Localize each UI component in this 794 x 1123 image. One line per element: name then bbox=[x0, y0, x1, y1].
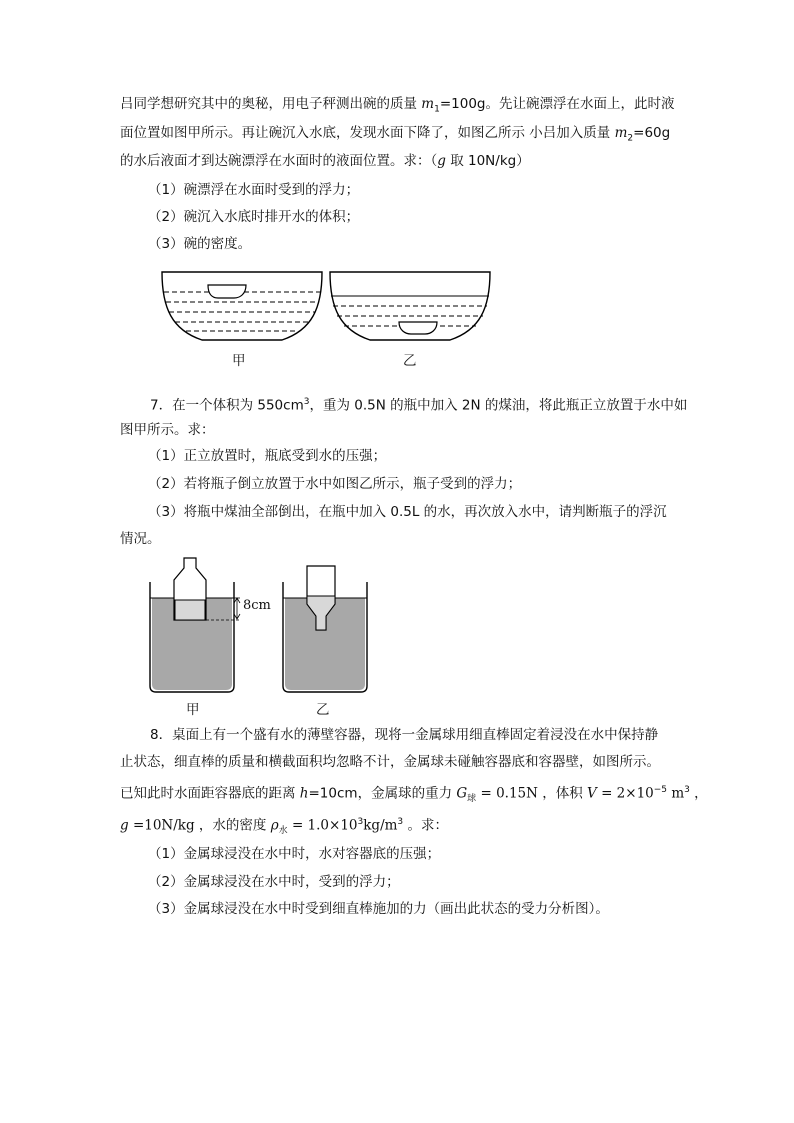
text: ，重为 0.5N 的瓶中加入 2N 的煤油，将此瓶正立放置于水中如 bbox=[309, 397, 688, 414]
bowl-container-a bbox=[162, 272, 322, 340]
caption-jia: 甲 bbox=[232, 353, 246, 369]
sub: 水 bbox=[278, 826, 288, 837]
text: kg/m bbox=[363, 817, 398, 834]
text: 。求： bbox=[403, 817, 448, 834]
p8-question-1: （1）金属球浸没在水中时，水对容器底的压强； bbox=[148, 846, 441, 862]
text: ， bbox=[689, 785, 708, 802]
sup: 3 bbox=[397, 817, 404, 827]
bowl-figure bbox=[160, 268, 495, 344]
text: =100g。先让碗漂浮在水面上，此时液 bbox=[439, 96, 675, 112]
text: m bbox=[667, 785, 685, 802]
p6-line-3 bbox=[120, 151, 530, 171]
dimension-label: 8cm bbox=[243, 598, 271, 613]
text: 已知此时水面距容器底的距离 bbox=[120, 785, 300, 802]
kerosene-upright bbox=[175, 600, 205, 620]
bottle-figure bbox=[148, 556, 378, 694]
sup: −5 bbox=[653, 785, 668, 795]
p6-line-2 bbox=[120, 123, 670, 149]
p7-question-3: （3）将瓶中煤油全部倒出，在瓶中加入 0.5L 的水，再次放入水中，请判断瓶子的浮沉 bbox=[148, 504, 667, 520]
p7-line-2: 图甲所示。求： bbox=[120, 422, 215, 438]
p8-question-2: （2）金属球浸没在水中时，受到的浮力； bbox=[148, 874, 400, 890]
text: 7．在一个体积为 550cm bbox=[150, 397, 304, 414]
p7-line-1 bbox=[150, 392, 687, 416]
sub: 球 bbox=[467, 794, 477, 805]
var-V: V bbox=[587, 785, 597, 802]
p6-line-1 bbox=[120, 94, 675, 120]
sub: 2 bbox=[627, 133, 634, 144]
p6-question-2: （2）碗沉入水底时排开水的体积； bbox=[148, 209, 360, 225]
sub: 1 bbox=[434, 104, 440, 115]
var-rho: ρ bbox=[270, 817, 279, 834]
var-g: g bbox=[437, 153, 446, 169]
var-h: h bbox=[299, 785, 309, 802]
p8-line-1: 8．桌面上有一个盛有水的薄壁容器，现将一金属球用细直棒固定着浸没在水中保持静 bbox=[150, 727, 659, 743]
var-m: m bbox=[421, 96, 435, 112]
p7-question-2: （2）若将瓶子倒立放置于水中如图乙所示，瓶子受到的浮力； bbox=[148, 476, 522, 492]
p8-line-2: 止状态，细直棒的质量和横截面积均忽略不计，金属球未碰触容器底和容器壁，如图所示。 bbox=[120, 754, 660, 770]
p8-line-3 bbox=[120, 780, 708, 809]
text: =10N/kg ，水的密度 bbox=[128, 817, 271, 834]
caption-yi: 乙 bbox=[403, 353, 417, 369]
beaker-a bbox=[150, 558, 240, 692]
text: 面位置如图甲所示。再让碗沉入水底，发现水面下降了，如图乙所示 小吕加入质量 bbox=[120, 125, 615, 141]
text: 吕同学想研究其中的奥秘，用电子秤测出碗的质量 bbox=[120, 96, 422, 112]
caption-jia: 甲 bbox=[186, 702, 200, 718]
sup: 3 bbox=[303, 397, 310, 407]
beaker-b bbox=[283, 566, 367, 692]
text: 的水后液面才到达碗漂浮在水面时的液面位置。求：（ bbox=[120, 153, 438, 169]
text: = 0.15N ，体积 bbox=[476, 785, 588, 802]
text: = 2×10 bbox=[596, 785, 654, 802]
text: = 1.0×10 bbox=[287, 817, 358, 834]
bowl-container-b bbox=[330, 272, 490, 340]
var-m: m bbox=[614, 125, 628, 141]
sup: 3 bbox=[684, 785, 690, 795]
text: =60g bbox=[633, 125, 671, 141]
p8-line-4 bbox=[120, 812, 448, 841]
var-g: g bbox=[120, 817, 129, 834]
text: 取 10N/kg） bbox=[445, 153, 530, 169]
p8-question-3: （3）金属球浸没在水中时受到细直棒施加的力（画出此状态的受力分析图）。 bbox=[148, 901, 609, 917]
small-bowl-floating bbox=[208, 285, 246, 298]
p7-question-1: （1）正立放置时，瓶底受到水的压强； bbox=[148, 448, 387, 464]
small-bowl-sunk bbox=[399, 322, 437, 334]
text: =10cm，金属球的重力 bbox=[308, 785, 457, 802]
caption-yi: 乙 bbox=[316, 702, 330, 718]
p6-question-3: （3）碗的密度。 bbox=[148, 236, 252, 252]
var-G: G bbox=[456, 785, 468, 802]
p7-question-3-cont: 情况。 bbox=[120, 531, 161, 547]
p6-question-1: （1）碗漂浮在水面时受到的浮力； bbox=[148, 182, 360, 198]
sup: 3 bbox=[357, 817, 364, 827]
